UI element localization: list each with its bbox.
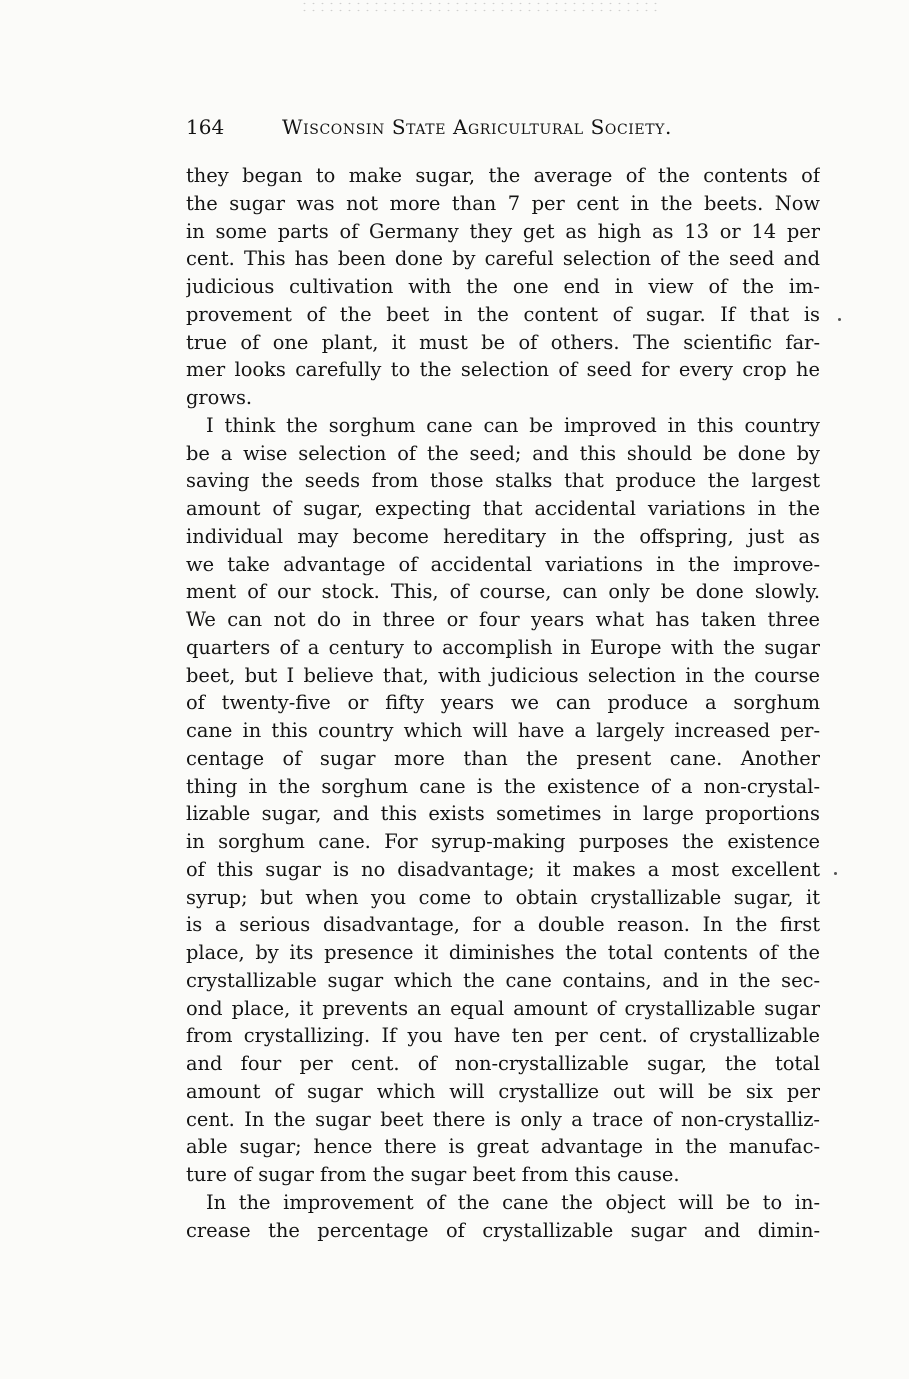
- text-line: cent. This has been done by careful selection of the seed and: [186, 247, 820, 271]
- scan-speck: [834, 872, 837, 875]
- text-line: in some parts of Germany they get as high as 13 or 14 per: [186, 219, 820, 243]
- scan-edge-speckle: [300, 0, 660, 14]
- text-line: provement of the beet in the content of sugar. If that is: [186, 302, 820, 326]
- text-line: grows.: [186, 386, 253, 409]
- text-line: lizable sugar, and this exists sometimes in large proportions: [186, 802, 820, 826]
- text-line: of this sugar is no disadvantage; it makes a most excellent: [186, 857, 820, 881]
- page-number: 164: [186, 115, 225, 139]
- text-line: amount of sugar which will crystallize out will be six per: [186, 1079, 820, 1103]
- page-header: [186, 114, 746, 146]
- text-line: beet, but I believe that, with judicious selection in the course: [186, 663, 820, 687]
- text-line: place, by its presence it diminishes the total contents of the: [186, 941, 820, 964]
- text-line: in sorghum cane. For syrup-making purposes the existence: [186, 830, 820, 853]
- running-head: Wisconsin State Agricultural Society.: [282, 115, 672, 139]
- text-line: We can not do in three or four years what has taken three: [186, 608, 820, 631]
- text-line: ond place, it prevents an equal amount of crystallizable sugar: [186, 996, 820, 1020]
- text-line: is a serious disadvantage, for a double reason. In the first: [186, 913, 820, 937]
- text-line: judicious cultivation with the one end in view of the im-: [186, 275, 820, 298]
- text-line: mer looks carefully to the selection of seed for every crop he: [186, 358, 820, 382]
- text-line: saving the seeds from those stalks that produce the largest: [186, 469, 820, 493]
- text-line: crystallizable sugar which the cane contains, and in the sec-: [186, 968, 820, 992]
- text-line: the sugar was not more than 7 per cent in the beets. Now: [186, 191, 820, 215]
- text-line: they began to make sugar, the average of the contents of: [186, 164, 820, 187]
- text-line: be a wise selection of the seed; and this should be done by: [186, 441, 820, 465]
- text-line: syrup; but when you come to obtain crystallizable sugar, it: [186, 885, 820, 909]
- text-line: true of one plant, it must be of others. The scientific far-: [186, 330, 820, 354]
- scan-speck: [838, 318, 841, 321]
- text-line: I think the sorghum cane can be improved in this country: [206, 413, 820, 437]
- text-line: centage of sugar more than the present cane. Another: [186, 746, 820, 770]
- text-line: crease the percentage of crystallizable sugar and dimin-: [186, 1218, 820, 1242]
- text-line: cane in this country which will have a largely increased per-: [186, 719, 820, 742]
- text-line: In the improvement of the cane the object will be to in-: [206, 1190, 820, 1214]
- text-line: thing in the sorghum cane is the existence of a non-crystal-: [186, 774, 820, 798]
- text-line: and four per cent. of non-crystallizable sugar, the total: [186, 1052, 820, 1075]
- text-line: individual may become hereditary in the offspring, just as: [186, 524, 820, 548]
- text-line: cent. In the sugar beet there is only a trace of non-crystalliz-: [186, 1107, 820, 1131]
- text-line: able sugar; hence there is great advantage in the manufac-: [186, 1135, 820, 1159]
- text-line: ture of sugar from the sugar beet from this cause.: [186, 1163, 680, 1186]
- text-line: from crystallizing. If you have ten per cent. of crystallizable: [186, 1024, 820, 1048]
- text-line: ment of our stock. This, of course, can only be done slowly.: [186, 580, 820, 604]
- body-text: [186, 162, 820, 1244]
- text-line: we take advantage of accidental variations in the improve-: [186, 552, 820, 576]
- text-line: of twenty-five or fifty years we can produce a sorghum: [186, 691, 820, 715]
- text-line: quarters of a century to accomplish in Europe with the sugar: [186, 635, 820, 659]
- text-line: amount of sugar, expecting that accidental variations in the: [186, 497, 820, 520]
